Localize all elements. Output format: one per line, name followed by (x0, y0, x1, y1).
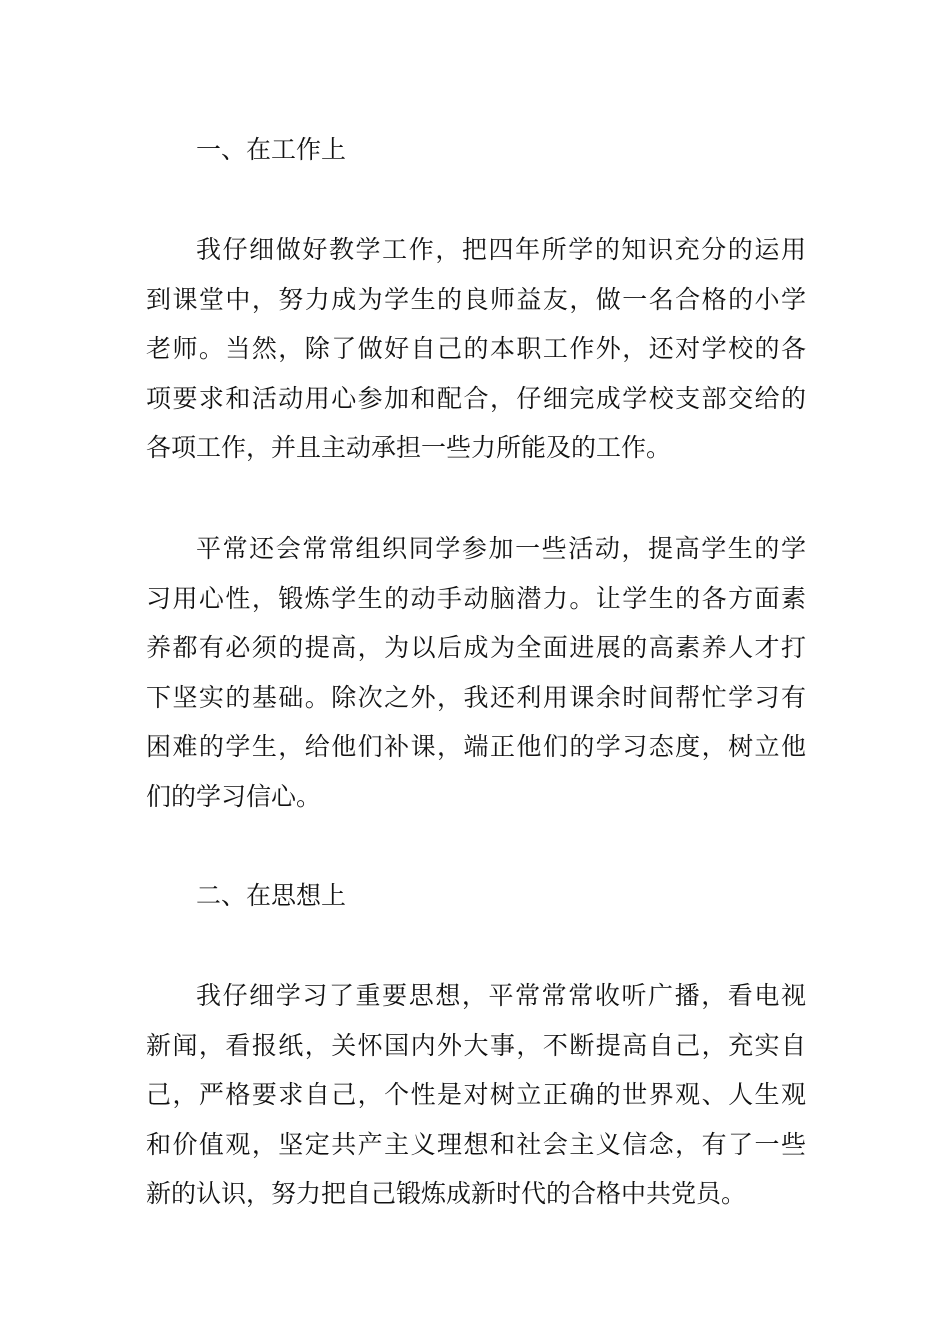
paragraph-work-activities (146, 524, 806, 821)
paragraph-line: 困难的学生，给他们补课，端正他们的学习态度，树立他 (146, 732, 806, 761)
paragraph-line: 养都有必须的提高，为以后成为全面进展的高素养人才打 (146, 633, 806, 662)
paragraph-line: 们的学习信心。 (146, 781, 322, 811)
paragraph-line: 项要求和活动用心参加和配合，仔细完成学校支部交给的 (146, 383, 806, 413)
paragraph-line: 各项工作，并且主动承担一些力所能及的工作。 (146, 433, 672, 462)
section-heading-thought: 二、在思想上 (196, 881, 347, 910)
paragraph-line: 己，严格要求自己，个性是对树立正确的世界观、人生观 (146, 1080, 806, 1109)
paragraph-line: 老师。当然，除了做好自己的本职工作外，还对学校的各 (146, 334, 806, 363)
section-heading-work: 一、在工作上 (196, 135, 347, 164)
paragraph-line: 新的认识，努力把自己锻炼成新时代的合格中共党员。 (146, 1179, 747, 1208)
paragraph-line: 平常还会常常组织同学参加一些活动，提高学生的学 (196, 534, 806, 563)
paragraph-line: 习用心性，锻炼学生的动手动脑潜力。让学生的各方面素 (146, 583, 806, 613)
paragraph-work-teaching (146, 225, 806, 473)
paragraph-thought-study (146, 971, 806, 1219)
paragraph-line: 我仔细做好教学工作，把四年所学的知识充分的运用 (196, 235, 806, 264)
paragraph-line: 我仔细学习了重要思想，平常常常收听广播，看电视 (196, 981, 806, 1010)
paragraph-line: 下坚实的基础。除次之外，我还利用课余时间帮忙学习有 (146, 682, 806, 712)
paragraph-line: 和价值观，坚定共产主义理想和社会主义信念，有了一些 (146, 1129, 806, 1159)
paragraph-line: 到课堂中，努力成为学生的良师益友，做一名合格的小学 (146, 284, 806, 314)
paragraph-line: 新闻，看报纸，关怀国内外大事，不断提高自己，充实自 (146, 1030, 806, 1060)
